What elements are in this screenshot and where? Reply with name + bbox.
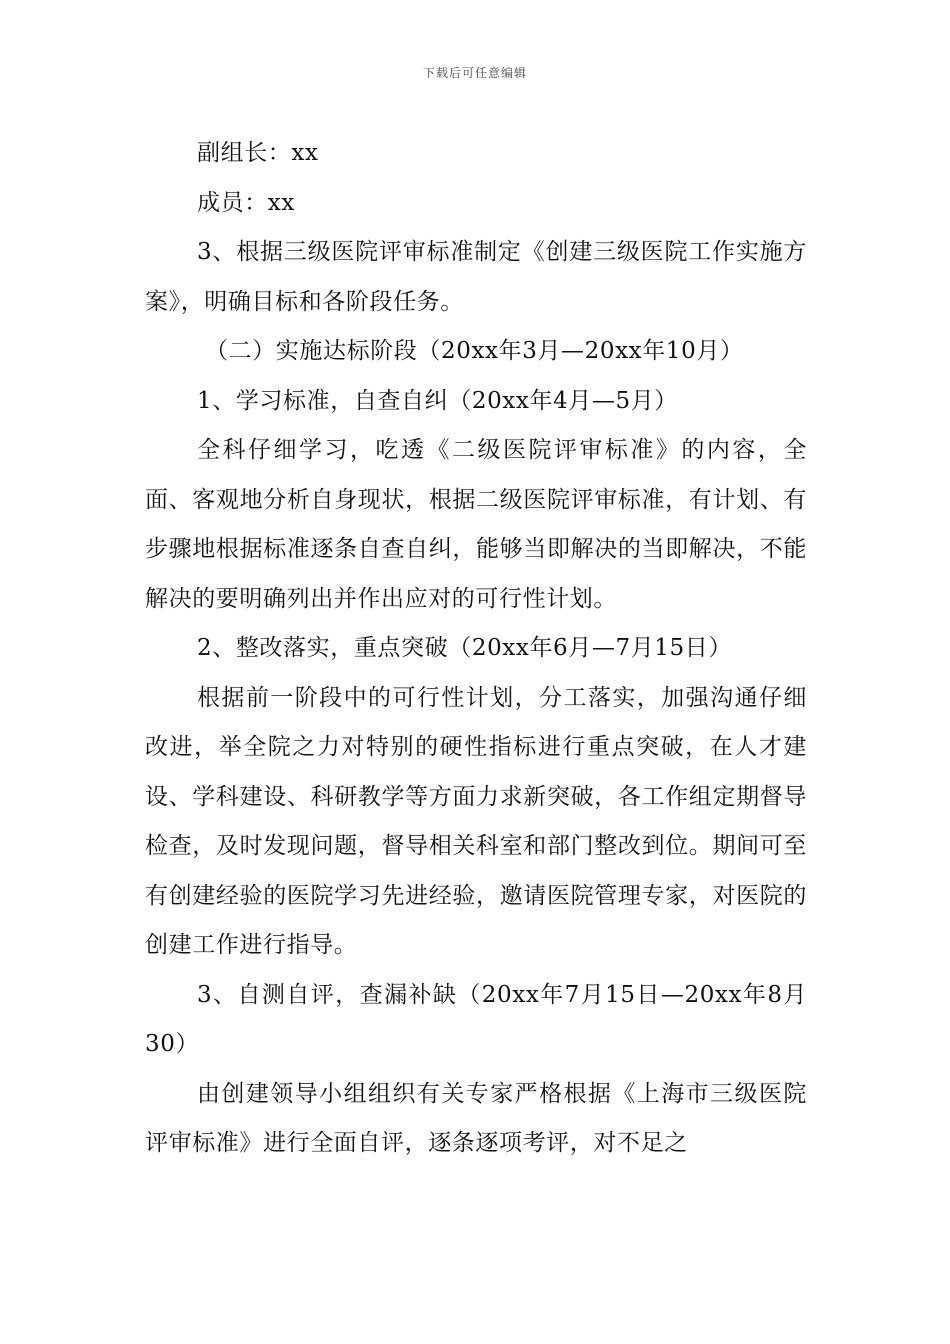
paragraph-members: 成员：xx (197, 189, 295, 216)
subheading-study-standards: 1、学习标准，自查自纠（20xx年4月—5月） (197, 387, 678, 414)
section-heading-implementation-stage: （二）实施达标阶段（20xx年3月—20xx年10月） (205, 338, 744, 364)
paragraph-deputy-leader: 副组长：xx (197, 140, 319, 166)
page-header: 下载后可任意编辑 (422, 66, 527, 80)
subheading-self-evaluation: 3、自测自评，查漏补缺（20xx年7月15日—20xx年8月30） (145, 981, 807, 1057)
subheading-rectification: 2、整改落实，重点突破（20xx年6月—7月15日） (197, 635, 732, 661)
paragraph-rectification: 根据前一阶段中的可行性计划，分工落实，加强沟通仔细改进，举全院之力对特别的硬性指标进行重点突破，在人才建设、学科建设、科研教学等方面力求新突破，各工作组定期督导检查，及时发现问题，督导相关科室和部门整改到位。期间可至有创建经验的医院学习先进经验，邀请医院管理专家，对医院的创建工作进行指导。 (145, 684, 807, 958)
paragraph-study-standards: 全科仔细学习，吃透《二级医院评审标准》的内容，全面、客观地分析自身现状，根据二级医院评审标准，有计划、有步骤地根据标准逐条自查自纠，能够当即解决的当即解决，不能解决的要明确列出并作出应对的可行性计划。 (145, 437, 807, 612)
paragraph-self-evaluation: 由创建领导小组组织有关专家严格根据《上海市三级医院评审标准》进行全面自评，逐条逐项考评，对不足之 (145, 1080, 807, 1156)
paragraph-implementation-plan: 3、根据三级医院评审标准制定《创建三级医院工作实施方案》，明确目标和各阶段任务。 (145, 239, 807, 315)
document-body (145, 129, 807, 1169)
